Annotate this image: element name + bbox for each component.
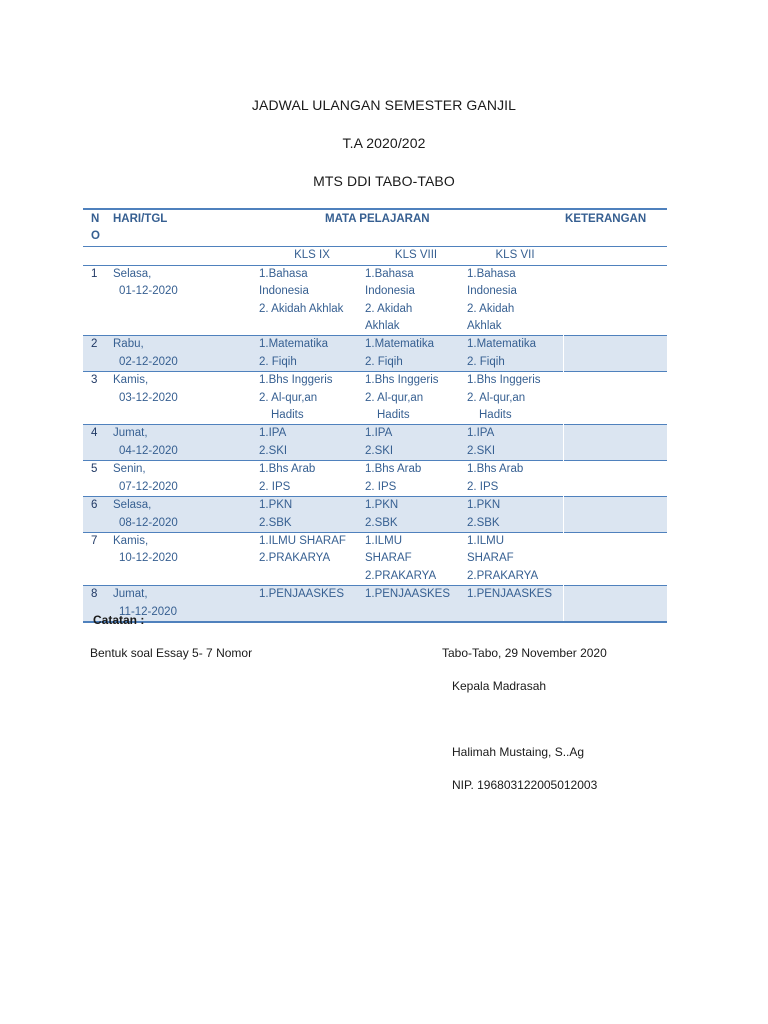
table-row: [83, 497, 667, 533]
row-number: 5: [83, 461, 111, 497]
row-number: 8: [83, 586, 111, 622]
subject-line: 2.SKI: [467, 444, 496, 457]
subject-line: 2. IPS: [259, 480, 291, 493]
subjects-class-ix: [259, 336, 365, 372]
subjects-class-viii: [365, 497, 467, 533]
subject-line: Indonesia: [365, 285, 415, 298]
row-number: 4: [83, 425, 111, 461]
table-row: [83, 336, 667, 372]
subject-line: 2. IPS: [467, 480, 499, 493]
subjects-class-vii: [467, 425, 563, 461]
subjects-class-vii: [467, 372, 563, 425]
subject-line: 1.ILMU: [365, 534, 403, 547]
table-row: [83, 586, 667, 622]
subject-line: Hadits: [479, 409, 512, 422]
row-day-date: [111, 336, 259, 372]
row-note: [563, 336, 667, 372]
subject-line: 1.IPA: [467, 427, 495, 440]
subject-line: 1.Bhs Arab: [467, 463, 524, 476]
exam-date: 08-12-2020: [119, 516, 178, 529]
day-name: Jumat,: [113, 427, 148, 440]
subject-line: SHARAF: [467, 552, 514, 565]
subjects-class-ix: [259, 586, 365, 622]
subject-line: 1.Matematika: [467, 338, 537, 351]
row-note: [563, 265, 667, 336]
subjects-class-viii: [365, 336, 467, 372]
day-name: Rabu,: [113, 338, 144, 351]
subject-line: Akhlak: [365, 320, 400, 333]
exam-date: 01-12-2020: [119, 285, 178, 298]
exam-date: 04-12-2020: [119, 444, 178, 457]
row-note: [563, 532, 667, 585]
subject-line: 1.ILMU SHARAF: [259, 534, 346, 547]
exam-date: 03-12-2020: [119, 391, 178, 404]
header-subject: MATA PELAJARAN: [259, 209, 563, 246]
subject-line: Hadits: [377, 409, 410, 422]
subject-line: 1.PENJAASKES: [365, 588, 451, 601]
row-day-date: [111, 425, 259, 461]
subject-line: 2.PRAKARYA: [467, 569, 539, 582]
header-note: KETERANGAN: [563, 209, 667, 246]
subject-line: 1.PKN: [467, 499, 501, 512]
subjects-class-vii: [467, 497, 563, 533]
subject-line: 1.IPA: [259, 427, 287, 440]
row-day-date: [111, 497, 259, 533]
day-name: Kamis,: [113, 374, 149, 387]
table-row: [83, 461, 667, 497]
subjects-class-vii: [467, 265, 563, 336]
notes-label: Catatan :: [93, 613, 145, 627]
subject-line: 1.PENJAASKES: [259, 588, 345, 601]
subject-line: Akhlak: [467, 320, 502, 333]
subject-line: 2.SBK: [259, 516, 292, 529]
school-name: MTS DDI TABO-TABO: [313, 173, 455, 189]
subject-line: 2. Al-qur,an: [365, 391, 424, 404]
subject-line: 1.Bahasa: [467, 267, 516, 280]
exam-date: 11-12-2020: [119, 605, 177, 618]
exam-date: 02-12-2020: [119, 355, 178, 368]
row-note: [563, 372, 667, 425]
table-row: [83, 265, 667, 336]
subjects-class-ix: [259, 265, 365, 336]
table-row: [83, 532, 667, 585]
subject-line: 2. Al-qur,an: [467, 391, 526, 404]
question-format: Bentuk soal Essay 5- 7 Nomor: [90, 646, 253, 660]
subject-line: Indonesia: [467, 285, 517, 298]
subject-line: SHARAF: [365, 552, 412, 565]
subject-line: 2. Akidah Akhlak: [259, 302, 344, 315]
row-note: [563, 497, 667, 533]
table-row: [83, 425, 667, 461]
subject-line: 1.Bahasa: [259, 267, 308, 280]
subject-line: 1.Bhs Inggeris: [259, 374, 333, 387]
day-name: Jumat,: [113, 588, 148, 601]
table-row: [83, 372, 667, 425]
subject-line: 1.Bhs Arab: [365, 463, 422, 476]
subject-line: 1.Bhs Arab: [259, 463, 316, 476]
row-note: [563, 586, 667, 622]
header-class-viii: KLS VIII: [365, 246, 467, 265]
signatory-nip: NIP. 196803122005012003: [452, 778, 598, 792]
signatory-name: Halimah Mustaing, S..Ag: [452, 745, 585, 759]
row-number: 1: [83, 265, 111, 336]
subjects-class-vii: [467, 586, 563, 622]
subject-line: 1.Matematika: [259, 338, 329, 351]
row-day-date: [111, 372, 259, 425]
subject-line: 2.SKI: [365, 444, 394, 457]
subject-line: 2. Al-qur,an: [259, 391, 318, 404]
subjects-class-viii: [365, 586, 467, 622]
subject-line: Indonesia: [259, 285, 309, 298]
exam-date: 07-12-2020: [119, 480, 178, 493]
row-number: 7: [83, 532, 111, 585]
academic-year: T.A 2020/202: [342, 135, 426, 151]
subject-line: 1.IPA: [365, 427, 393, 440]
document-title: JADWAL ULANGAN SEMESTER GANJIL: [251, 97, 517, 113]
subject-line: 1.Matematika: [365, 338, 435, 351]
place-date: Tabo-Tabo, 29 November 2020: [442, 646, 607, 660]
subject-line: 2. Fiqih: [467, 355, 505, 368]
subject-line: Hadits: [271, 409, 304, 422]
subject-line: 2. Akidah: [467, 302, 515, 315]
subjects-class-ix: [259, 425, 365, 461]
subject-line: 1.PENJAASKES: [467, 588, 553, 601]
day-name: Kamis,: [113, 534, 149, 547]
row-number: 2: [83, 336, 111, 372]
subject-line: 2. Fiqih: [259, 355, 297, 368]
exam-schedule-table: [83, 208, 667, 623]
subjects-class-ix: [259, 372, 365, 425]
header-no: N O: [83, 209, 111, 246]
subjects-class-ix: [259, 497, 365, 533]
row-day-date: [111, 532, 259, 585]
subject-line: 1.PKN: [365, 499, 399, 512]
day-name: Senin,: [113, 463, 146, 476]
header-class-ix: KLS IX: [259, 246, 365, 265]
subject-line: 2.SBK: [467, 516, 500, 529]
row-number: 6: [83, 497, 111, 533]
header-class-vii: KLS VII: [467, 246, 563, 265]
subjects-class-viii: [365, 425, 467, 461]
subject-line: 1.Bhs Inggeris: [365, 374, 439, 387]
row-day-date: [111, 265, 259, 336]
row-note: [563, 461, 667, 497]
subjects-class-viii: [365, 532, 467, 585]
day-name: Selasa,: [113, 499, 152, 512]
subject-line: 1.Bahasa: [365, 267, 414, 280]
subjects-class-viii: [365, 372, 467, 425]
subject-line: 2.PRAKARYA: [259, 552, 331, 565]
row-day-date: [111, 461, 259, 497]
subject-line: 1.ILMU: [467, 534, 505, 547]
day-name: Selasa,: [113, 267, 152, 280]
subjects-class-vii: [467, 532, 563, 585]
subject-line: 1.PKN: [259, 499, 293, 512]
subject-line: 1.Bhs Inggeris: [467, 374, 541, 387]
row-note: [563, 425, 667, 461]
subjects-class-viii: [365, 265, 467, 336]
row-number: 3: [83, 372, 111, 425]
subject-line: 2. Fiqih: [365, 355, 403, 368]
subjects-class-ix: [259, 461, 365, 497]
subject-line: 2.PRAKARYA: [365, 569, 437, 582]
signatory-role: Kepala Madrasah: [452, 679, 547, 693]
subjects-class-vii: [467, 336, 563, 372]
subject-line: 2.SKI: [259, 444, 288, 457]
subjects-class-viii: [365, 461, 467, 497]
subject-line: 2. Akidah: [365, 302, 413, 315]
subject-line: 2.SBK: [365, 516, 398, 529]
subjects-class-vii: [467, 461, 563, 497]
subjects-class-ix: [259, 532, 365, 585]
exam-date: 10-12-2020: [119, 552, 178, 565]
header-day: HARI/TGL: [111, 209, 259, 246]
subject-line: 2. IPS: [365, 480, 397, 493]
